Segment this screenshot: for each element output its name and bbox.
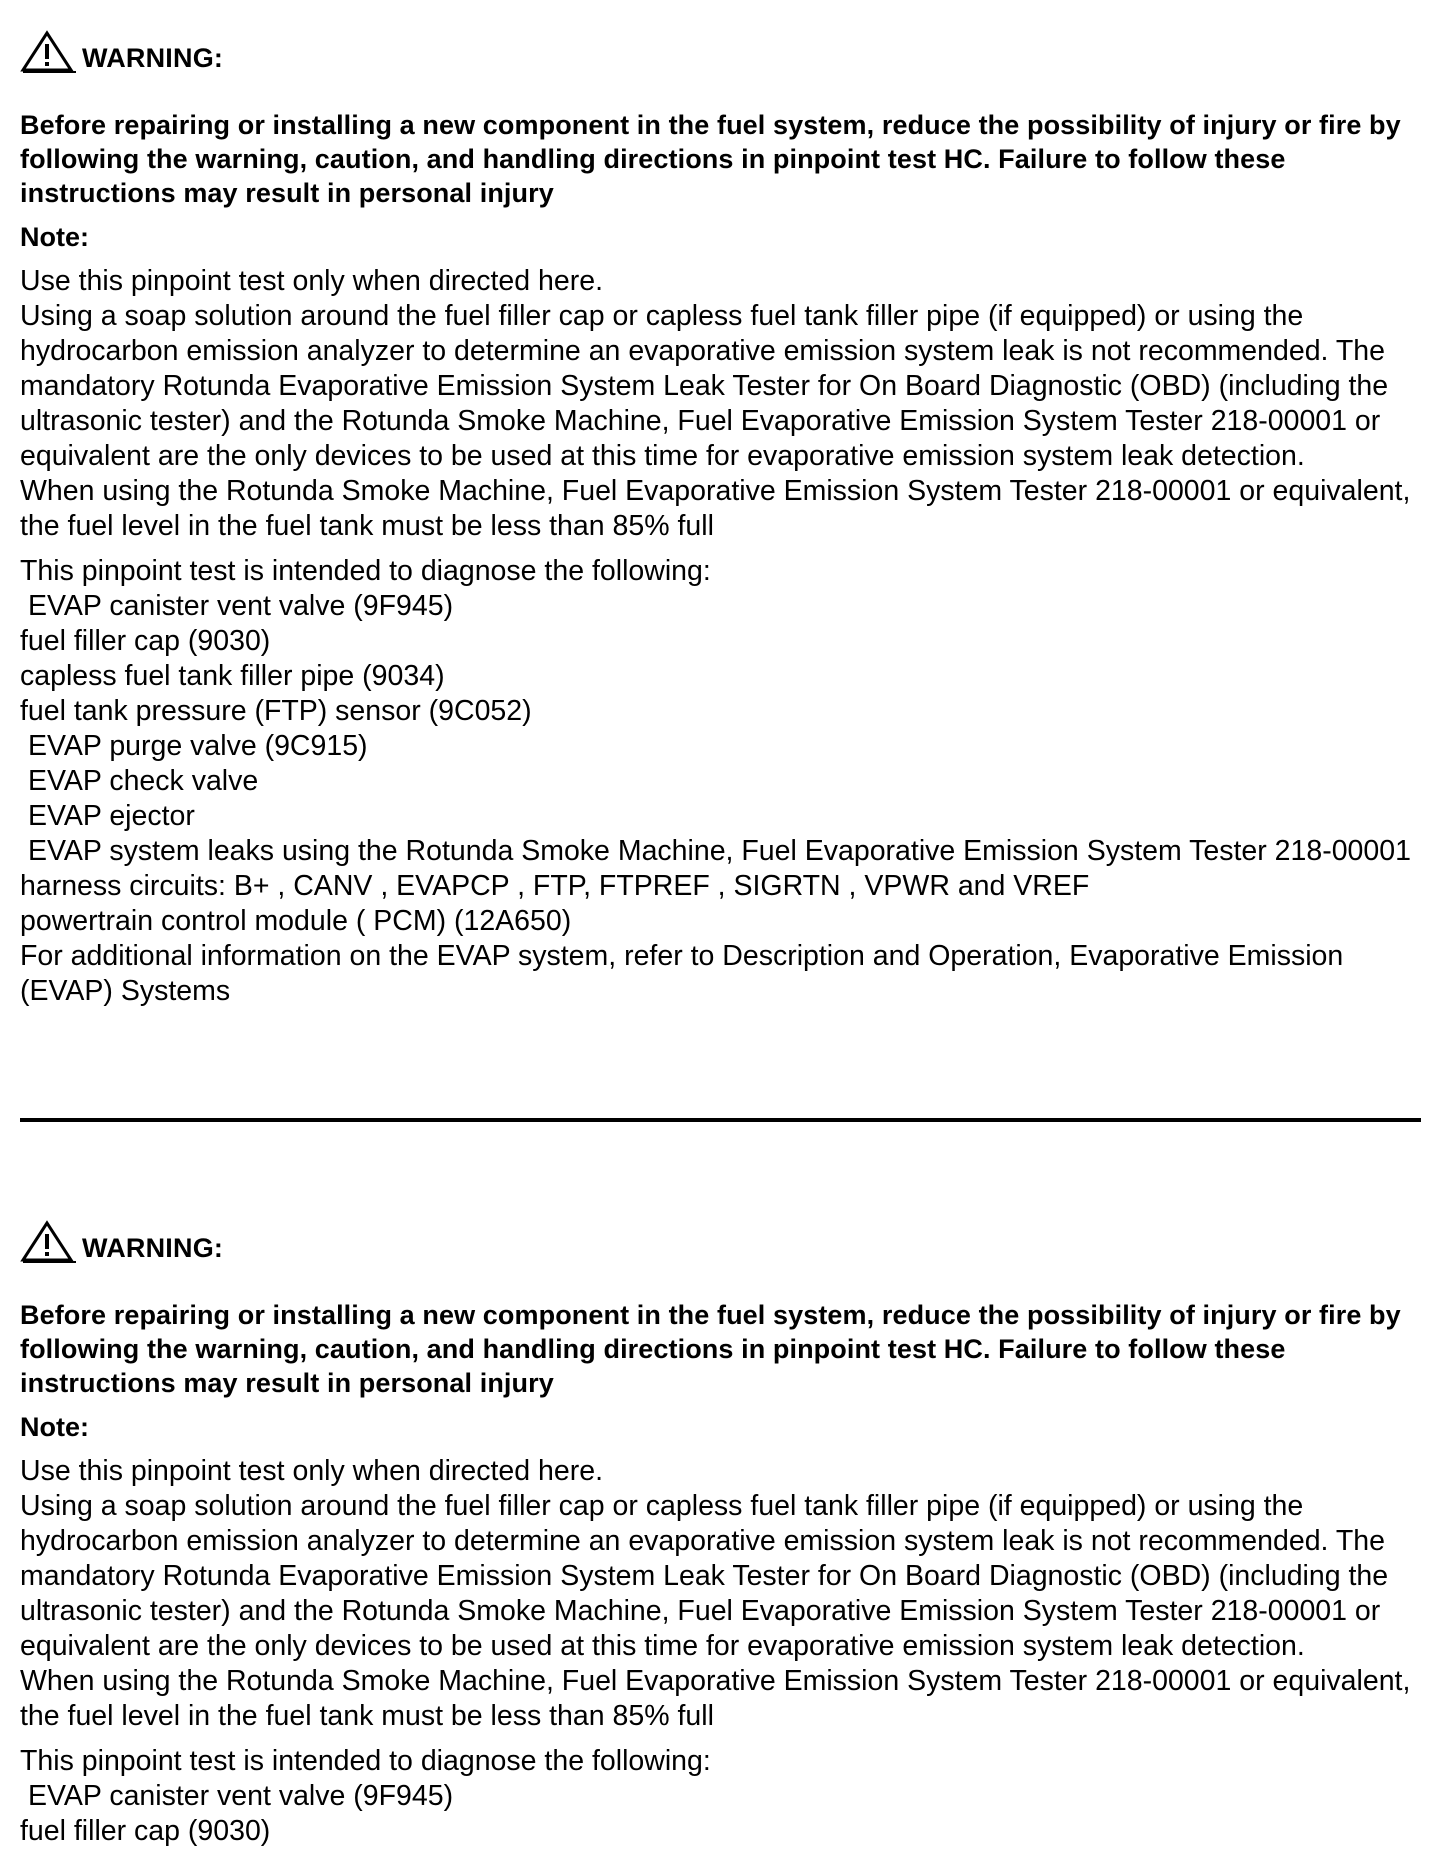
warning-section-2 [20,1212,1420,1849]
list-item: powertrain control module ( PCM) (12A650) [20,905,572,937]
list-item: harness circuits: B+ , CANV , EVAPCP , FTP, FTPREF , SIGRTN , VPWR and VREF [20,870,1090,902]
note-line: Using a soap solution around the fuel filler cap or capless fuel tank filler pipe (if equipped) or using the hydrocarbon emission analyzer to determine an evaporative emission system leak is not recommended. The mandatory Rotunda Evaporative Emission System Leak Tester for On Board Diagnostic (OBD) (including the ultrasonic tester) and the Rotunda Smoke Machine, Fuel Evaporative Emission System Tester 218-00001 or equivalent are the only devices to be used at this time for evaporative emission system leak detection. [20,300,1389,472]
list-item: EVAP canister vent valve (9F945) [28,1780,454,1812]
note-body [20,264,1420,544]
note-line: When using the Rotunda Smoke Machine, Fuel Evaporative Emission System Tester 218-00001 or equivalent, the fuel level in the fuel tank must be less than 85% full [20,1665,1411,1732]
note-body [20,1454,1420,1734]
warning-triangle-icon [20,30,76,74]
list-item: capless fuel tank filler pipe (9034) [20,660,445,692]
note-line: Use this pinpoint test only when directed here. [20,1455,603,1487]
warning-section-1 [20,0,1420,1009]
diagnosis-list [20,589,1420,1009]
warning-text: Before repairing or installing a new component in the fuel system, reduce the possibility of injury or fire by following the warning, caution, and handling directions in pinpoint test HC. Failure to follow these instructions may result in personal injury [20,110,1401,208]
diagnosis-intro: This pinpoint test is intended to diagnose the following: [20,555,711,587]
note-line: When using the Rotunda Smoke Machine, Fuel Evaporative Emission System Tester 218-00001 or equivalent, the fuel level in the fuel tank must be less than 85% full [20,475,1411,542]
list-item: EVAP check valve [28,765,259,797]
list-item: EVAP purge valve (9C915) [28,730,368,762]
warning-header [20,22,1420,74]
warning-triangle-icon [20,1220,76,1264]
list-item: For additional information on the EVAP system, refer to Description and Operation, Evaporative Emission (EVAP) Systems [20,940,1344,1007]
list-item: fuel filler cap (9030) [20,1815,271,1847]
list-item: fuel tank pressure (FTP) sensor (9C052) [20,695,532,727]
list-item: fuel filler cap (9030) [20,625,271,657]
note-line: Using a soap solution around the fuel filler cap or capless fuel tank filler pipe (if equipped) or using the hydrocarbon emission analyzer to determine an evaporative emission system leak is not recommended. The mandatory Rotunda Evaporative Emission System Leak Tester for On Board Diagnostic (OBD) (including the ultrasonic tester) and the Rotunda Smoke Machine, Fuel Evaporative Emission System Tester 218-00001 or equivalent are the only devices to be used at this time for evaporative emission system leak detection. [20,1490,1389,1662]
note-line: Use this pinpoint test only when directed here. [20,265,603,297]
note-label: Note: [20,1412,89,1442]
list-item: EVAP system leaks using the Rotunda Smoke Machine, Fuel Evaporative Emission System Tester 218-00001 [28,835,1411,867]
diagnosis-intro: This pinpoint test is intended to diagnose the following: [20,1745,711,1777]
warning-label: WARNING: [82,1233,224,1263]
list-item: EVAP canister vent valve (9F945) [28,590,454,622]
note-label: Note: [20,222,89,252]
diagnosis-list [20,1779,1420,1849]
section-divider [20,1118,1421,1122]
list-item: EVAP ejector [28,800,195,832]
warning-label: WARNING: [82,43,224,73]
warning-header [20,1212,1420,1264]
warning-text: Before repairing or installing a new component in the fuel system, reduce the possibility of injury or fire by following the warning, caution, and handling directions in pinpoint test HC. Failure to follow these instructions may result in personal injury [20,1300,1401,1398]
